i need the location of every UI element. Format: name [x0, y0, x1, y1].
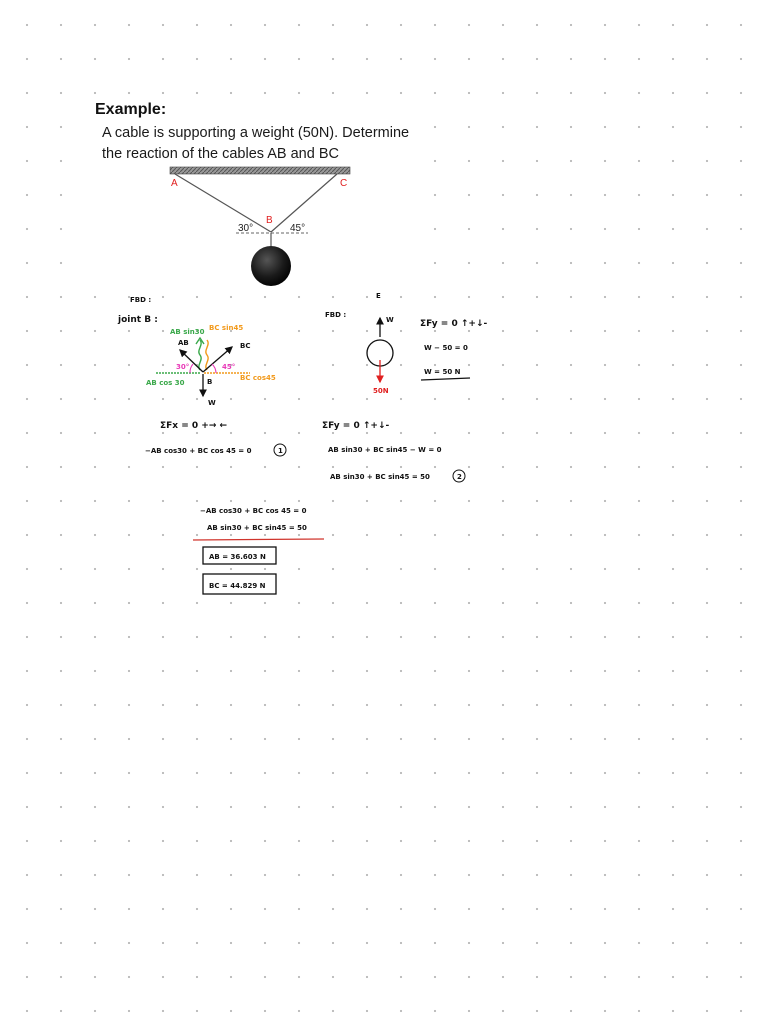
equation-2b: AB sin30 + BC sin45 = 50: [330, 473, 430, 481]
sum-fx: ΣFx = 0 +→ ←: [160, 421, 228, 431]
ab-label: AB: [178, 339, 189, 347]
bc-sin-label: BC sin45: [209, 324, 244, 332]
weight-w-label: W: [386, 316, 394, 324]
solution-line-1: −AB cos30 + BC cos 45 = 0: [200, 507, 307, 515]
angle-30-label: 30°: [238, 223, 254, 234]
equation-1: −AB cos30 + BC cos 45 = 0: [145, 447, 252, 455]
load-label: 50N: [373, 387, 389, 395]
weight-ball: [251, 246, 291, 286]
fbd-label-right: FBD :: [325, 311, 347, 319]
solution-line-2: AB sin30 + BC sin45 = 50: [207, 524, 307, 532]
ab-result: AB = 36.603 N: [209, 553, 266, 561]
bc-cos-label: BC cos45: [240, 374, 276, 382]
bc-label: BC: [240, 342, 251, 350]
equilibrium-equations: [145, 421, 465, 482]
sum-fy: ΣFy = 0 ↑+↓-: [322, 421, 390, 431]
ab-cos-label: AB cos 30: [146, 379, 185, 387]
point-c-label: C: [340, 178, 348, 189]
cable-ab: [175, 174, 271, 232]
solution-block: [193, 507, 324, 594]
bc-result: BC = 44.829 N: [209, 582, 266, 590]
cable-figure: [170, 167, 350, 286]
eq2-number: 2: [457, 473, 462, 481]
fbd-label-left: FBD :: [130, 296, 152, 304]
result-underline: [421, 378, 470, 380]
ceiling-support: [170, 167, 350, 174]
angle-30-arc: [190, 364, 193, 373]
joint-w-label: W: [208, 399, 216, 407]
point-a-label: A: [171, 178, 178, 189]
solution-divider: [193, 539, 324, 540]
equation-2a: AB sin30 + BC sin45 − W = 0: [328, 446, 442, 454]
ab-sin-component: [199, 340, 201, 370]
joint-angle-30: 30°: [176, 363, 190, 371]
joint-b-point: B: [207, 378, 213, 386]
bc-sin-component: [206, 340, 208, 370]
eq1-number: 1: [278, 447, 283, 455]
weight-sum-fy: ΣFy = 0 ↑+↓-: [420, 319, 488, 329]
angle-45-label: 45°: [290, 223, 306, 234]
point-b-label: B: [266, 215, 273, 226]
joint-b-label: joint B :: [118, 315, 158, 325]
weight-eq1: W − 50 = 0: [424, 344, 468, 352]
e-mark: E: [376, 292, 381, 300]
joint-b-fbd: [117, 296, 276, 407]
ab-sin-label: AB sin30: [170, 328, 205, 336]
weight-fbd: [325, 292, 487, 395]
joint-angle-45: 45°: [222, 363, 236, 371]
problem-statement: A cable is supporting a weight (50N). Determine the reaction of the cables AB and BC: [102, 125, 410, 162]
weight-result: W = 50 N: [424, 368, 461, 376]
example-heading: Example:: [95, 101, 167, 118]
angle-45-arc: [212, 364, 216, 373]
